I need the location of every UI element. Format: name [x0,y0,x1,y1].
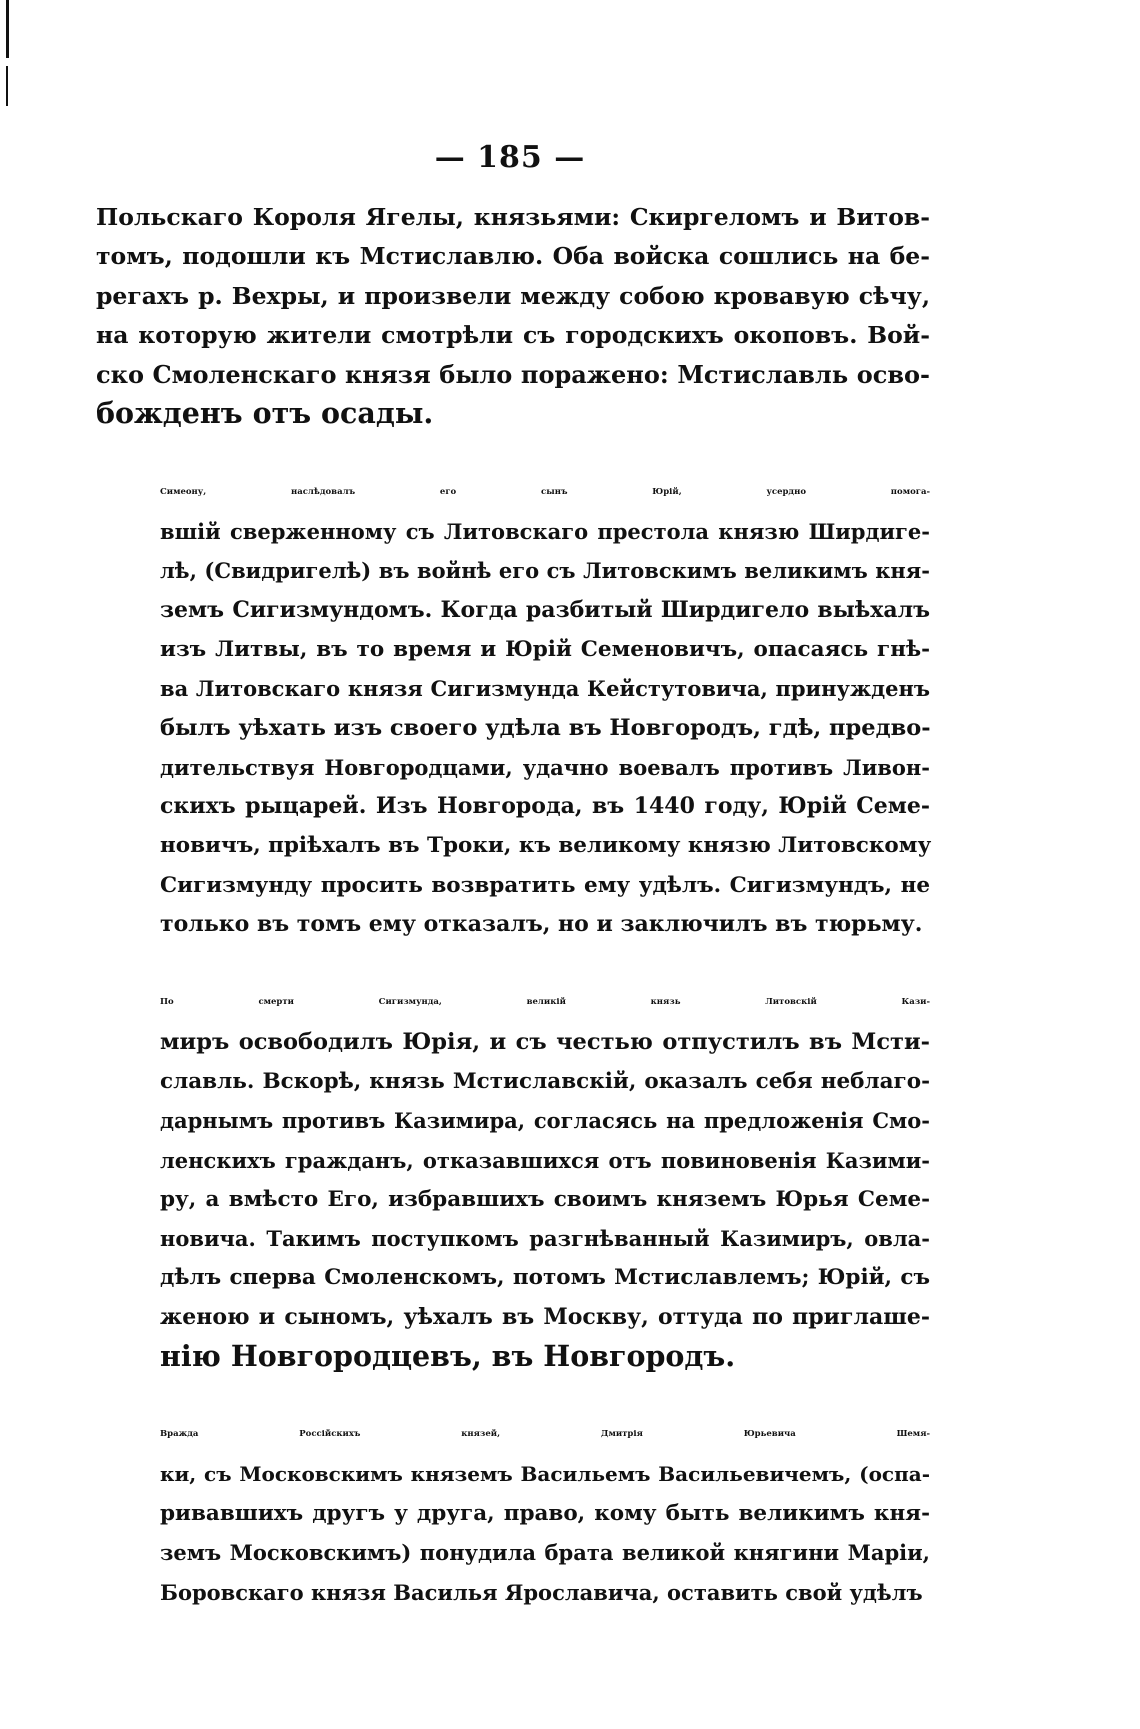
text-line: ривавшихъ другъ у друга, право, кому быть великимъ кня- [160,1500,930,1526]
text-line: божденъ отъ осады. [96,396,434,431]
text-line: дарнымъ противъ Казимира, согласясь на предложенія Смо- [160,1108,930,1134]
paragraph [96,983,930,1376]
text-line: ки, съ Московскимъ княземъ Васильемъ Васильевичемъ, (оспа- [160,1461,930,1486]
text-line: былъ уѣхать изъ своего удѣла въ Новгородъ, гдѣ, предво- [160,714,931,741]
text-line: ва Литовскаго князя Сигизмунда Кейстутовича, принужденъ [160,676,930,702]
text-line: миръ освободилъ Юрія, и съ честью отпустилъ въ Мсти- [160,1028,930,1055]
text-line: только въ томъ ему отказалъ, но и заключилъ въ тюрьму. [160,911,923,938]
text-line: дѣлъ сперва Смоленскомъ, потомъ Мстиславлемъ; Юрій, съ [160,1265,930,1291]
text-line: земъ Московскимъ) понудила брата великой княгини Маріи, [160,1540,930,1566]
text-body [96,198,930,1612]
text-line: на которую жители смотрѣли съ городскихъ окоповъ. Вой- [96,320,930,349]
text-line: нію Новгородцевъ, въ Новгородъ. [160,1339,736,1374]
text-line: ско Смоленскаго князя было поражено: Мстиславль осво- [96,360,930,390]
text-line: лѣ, (Свидригелѣ) въ войнѣ его съ Литовскимъ великимъ кня- [160,558,930,584]
text-line: томъ, подошли къ Мстиславлю. Оба войска сошлись на бе- [96,242,930,271]
paragraph [96,198,930,434]
text-line: женою и сыномъ, уѣхалъ въ Москву, оттуда по приглаше- [160,1303,930,1330]
text-line: ленскихъ гражданъ, отказавшихся отъ повиновенія Казими- [160,1147,930,1173]
text-line: Сигизмунду просить возвратить ему удѣлъ. Сигизмундъ, не [160,872,930,898]
text-line: новича. Такимъ поступкомъ разгнѣванный Казимиръ, овла- [160,1226,930,1252]
paragraph [96,1415,930,1611]
page-edge-mark [6,0,9,58]
page-edge-mark [6,66,8,106]
page-number: — 185 — [434,140,586,175]
text-line: скихъ рыцарей. Изъ Новгорода, въ 1440 году, Юрій Семе- [160,793,930,820]
text-line: изъ Литвы, въ то время и Юрій Семеновичъ, опасаясь гнѣ- [160,636,930,662]
text-line: ру, а вмѣсто Его, избравшихъ своимъ княземъ Юрья Семе- [160,1186,930,1212]
text-line: дительствуя Новгородцами, удачно воевалъ противъ Ливон- [160,754,930,780]
text-line: Боровскаго князя Василья Ярославича, оставить свой удѣлъ [160,1579,923,1605]
text-line: регахъ р. Вехры, и произвели между собою кровавую сѣчу, [96,281,930,310]
text-line: Вражда Россійскихъ князей, Дмитрія Юрьевича Шемя- [160,1429,930,1440]
text-line: По смерти Сигизмунда, великій князь Литовскій Кази- [160,997,930,1008]
text-line: земъ Сигизмундомъ. Когда разбитый Ширдигело выѣхалъ [160,596,930,623]
text-line: славль. Вскорѣ, князь Мстиславскій, оказалъ себя неблаго- [160,1068,930,1094]
paragraph [96,473,930,945]
text-line: Польскаго Короля Ягелы, князьями: Скиргеломъ и Витов- [96,203,930,231]
text-line: вшій сверженному съ Литовскаго престола князю Ширдиге- [160,519,930,545]
text-line: Симеону, наслѣдовалъ его сынъ Юрій, усердно помога- [160,486,930,497]
text-line: новичъ, пріѣхалъ въ Троки, къ великому князю Литовскому [160,833,932,859]
